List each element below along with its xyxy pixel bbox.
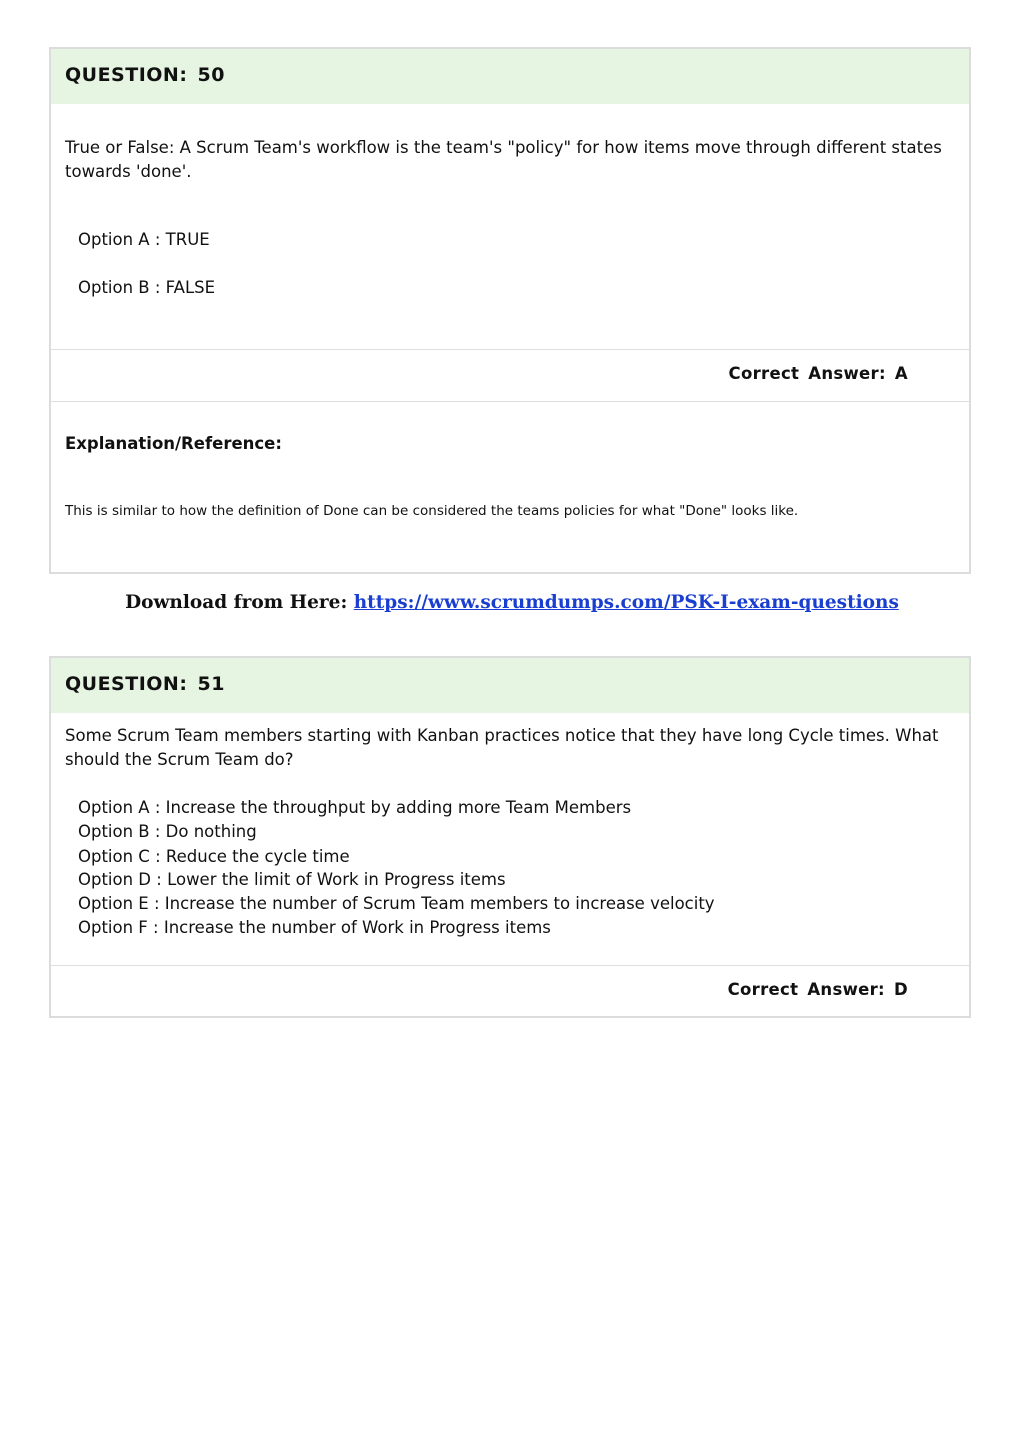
question-51-header xyxy=(51,658,969,713)
question-50-heading: QUESTION: 50 xyxy=(65,64,225,86)
divider xyxy=(51,965,969,966)
question-50-correct-answer: Correct Answer: A xyxy=(728,364,908,383)
question-50-card xyxy=(49,47,971,574)
question-50-text: True or False: A Scrum Team's workflow is the team's "policy" for how items move through different states towards 'done'. xyxy=(65,138,942,181)
question-51-option-e: Option E : Increase the number of Scrum Team members to increase velocity xyxy=(78,894,715,913)
download-link[interactable]: https://www.scrumdumps.com/PSK-I-exam-questions xyxy=(353,592,899,613)
question-51-option-d: Option D : Lower the limit of Work in Progress items xyxy=(78,870,506,889)
question-51-option-f: Option F : Increase the number of Work in Progress items xyxy=(78,918,551,937)
question-51-option-c: Option C : Reduce the cycle time xyxy=(78,847,350,866)
download-label: Download from Here: xyxy=(125,592,348,613)
question-51-card xyxy=(49,656,971,1018)
question-51-option-a: Option A : Increase the throughput by adding more Team Members xyxy=(78,798,632,817)
question-51-option-b: Option B : Do nothing xyxy=(78,822,257,841)
question-50-explanation-text: This is similar to how the definition of Done can be considered the teams policies for what "Done" looks like. xyxy=(65,503,799,519)
divider xyxy=(51,349,969,350)
download-line xyxy=(0,592,1024,613)
question-50-header xyxy=(51,49,969,104)
question-50-option-a: Option A : TRUE xyxy=(78,230,210,249)
question-50-explanation-heading: Explanation/Reference: xyxy=(65,434,282,453)
question-50-option-b: Option B : FALSE xyxy=(78,278,216,297)
question-51-text: Some Scrum Team members starting with Kanban practices notice that they have long Cycle times. What should the Scrum Team do? xyxy=(65,726,939,769)
question-51-correct-answer: Correct Answer: D xyxy=(727,980,908,999)
question-51-heading: QUESTION: 51 xyxy=(65,673,225,695)
divider xyxy=(51,401,969,402)
